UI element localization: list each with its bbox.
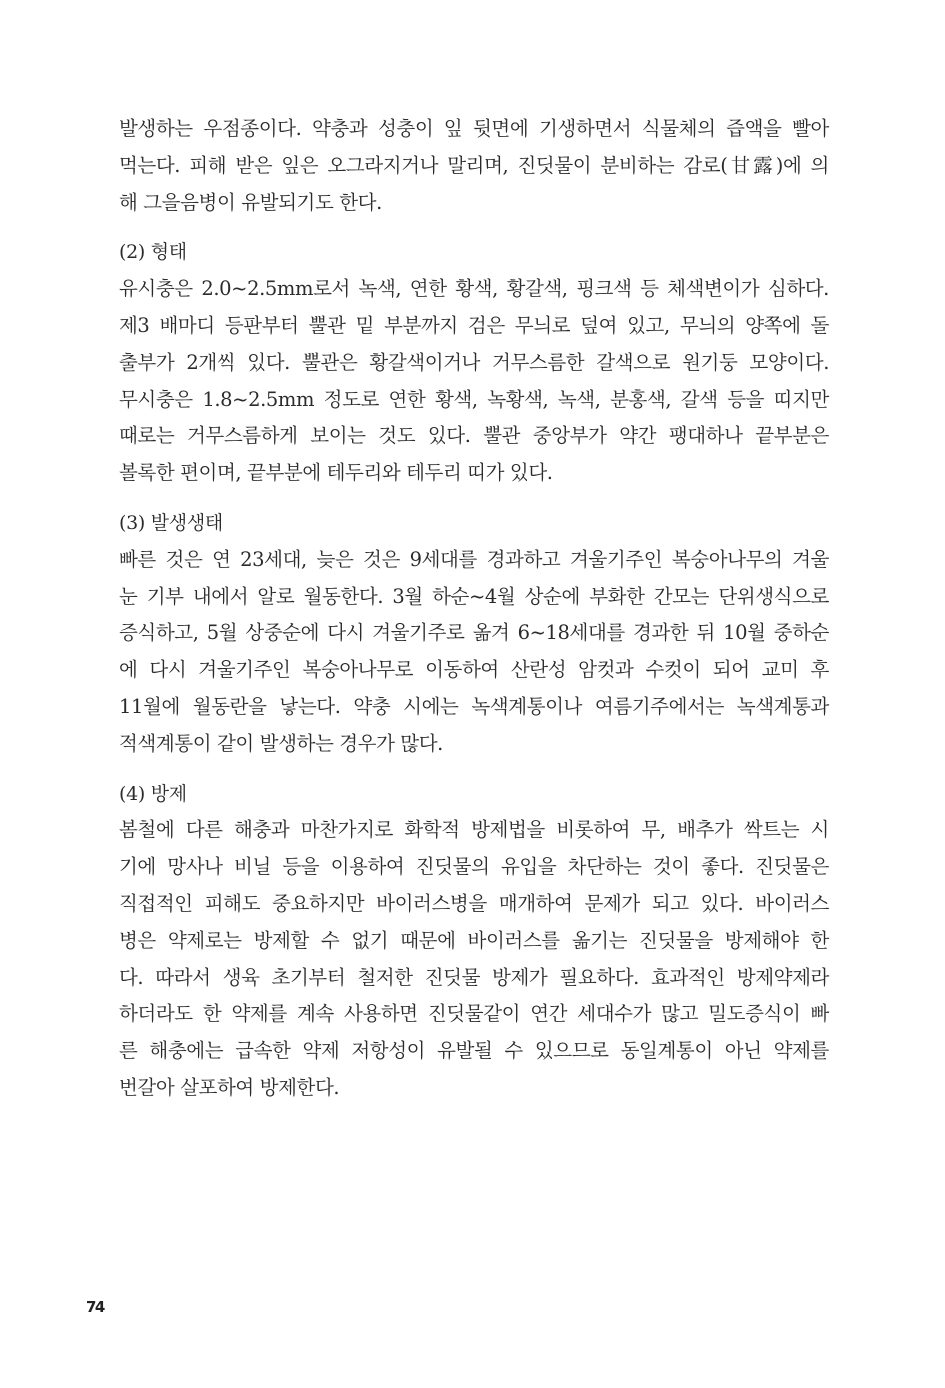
body-line: 다. 따라서 생육 초기부터 철저한 진딧물 방제가 필요하다. 효과적인 방제약제라 xyxy=(119,965,829,989)
body-line: 때로는 거무스름하게 보이는 것도 있다. 뿔관 중앙부가 약간 팽대하나 끝부분은 xyxy=(119,424,829,448)
body-line: 유시충은 2.0~2.5mm로서 녹색, 연한 황색, 황갈색, 핑크색 등 체색변이가 심하다. xyxy=(119,277,829,301)
body-line: 눈 기부 내에서 알로 월동한다. 3월 하순~4월 상순에 부화한 간모는 단위생식으로 xyxy=(119,584,829,608)
intro-paragraph xyxy=(119,111,829,221)
body-line: 증식하고, 5월 상중순에 다시 겨울기주로 옮겨 6~18세대를 경과한 뒤 10월 중하순 xyxy=(119,621,829,645)
body-line: 번갈아 살포하여 방제한다. xyxy=(119,1075,340,1099)
section-heading: (4) 방제 xyxy=(119,782,187,805)
body-line: 에 다시 겨울기주인 복숭아나무로 이동하여 산란성 암컷과 수컷이 되어 교미 후 xyxy=(119,658,829,682)
section-ecology xyxy=(119,505,829,763)
body-line: 병은 약제로는 방제할 수 없기 때문에 바이러스를 옮기는 진딧물을 방제해야 한 xyxy=(119,928,829,952)
body-line: 기에 망사나 비닐 등을 이용하여 진딧물의 유입을 차단하는 것이 좋다. 진딧물은 xyxy=(119,855,829,879)
section-heading: (2) 형태 xyxy=(119,241,187,264)
body-line: 적색계통이 같이 발생하는 경우가 많다. xyxy=(119,731,443,755)
body-line: 해 그을음병이 유발되기도 한다. xyxy=(119,190,382,214)
body-line: 직접적인 피해도 중요하지만 바이러스병을 매개하여 문제가 되고 있다. 바이러스 xyxy=(119,891,829,915)
body-line: 무시충은 1.8~2.5mm 정도로 연한 황색, 녹황색, 녹색, 분홍색, 갈색 등을 띠지만 xyxy=(119,387,829,411)
body-line: 11월에 월동란을 낳는다. 약충 시에는 녹색계통이나 여름기주에서는 녹색계통과 xyxy=(119,694,829,718)
body-line: 른 해충에는 급속한 약제 저항성이 유발될 수 있으므로 동일계통이 아닌 약제를 xyxy=(119,1039,829,1063)
body-line: 발생하는 우점종이다. 약충과 성충이 잎 뒷면에 기생하면서 식물체의 즙액을 빨아 xyxy=(119,117,829,140)
body-line: 하더라도 한 약제를 계속 사용하면 진딧물같이 연간 세대수가 많고 밀도증식이 빠 xyxy=(119,1002,829,1026)
body-line: 볼록한 편이며, 끝부분에 테두리와 테두리 띠가 있다. xyxy=(119,461,553,485)
body-line: 빠른 것은 연 23세대, 늦은 것은 9세대를 경과하고 겨울기주인 복숭아나무의 겨울 xyxy=(119,547,829,571)
body-line: 출부가 2개씩 있다. 뿔관은 황갈색이거나 거무스름한 갈색으로 원기둥 모양이다. xyxy=(119,350,829,374)
page-number: 74 xyxy=(86,1298,104,1316)
page-content xyxy=(119,111,829,1107)
section-control xyxy=(119,776,829,1107)
section-morphology xyxy=(119,234,829,492)
body-line: 봄철에 다른 해충과 마찬가지로 화학적 방제법을 비롯하여 무, 배추가 싹트는 시 xyxy=(119,818,829,842)
body-line: 제3 배마디 등판부터 뿔관 밑 부분까지 검은 무늬로 덮여 있고, 무늬의 양쪽에 돌 xyxy=(119,313,829,337)
section-heading: (3) 발생생태 xyxy=(119,511,223,534)
body-line: 먹는다. 피해 받은 잎은 오그라지거나 말리며, 진딧물이 분비하는 감로(甘露)에 의 xyxy=(119,153,829,177)
